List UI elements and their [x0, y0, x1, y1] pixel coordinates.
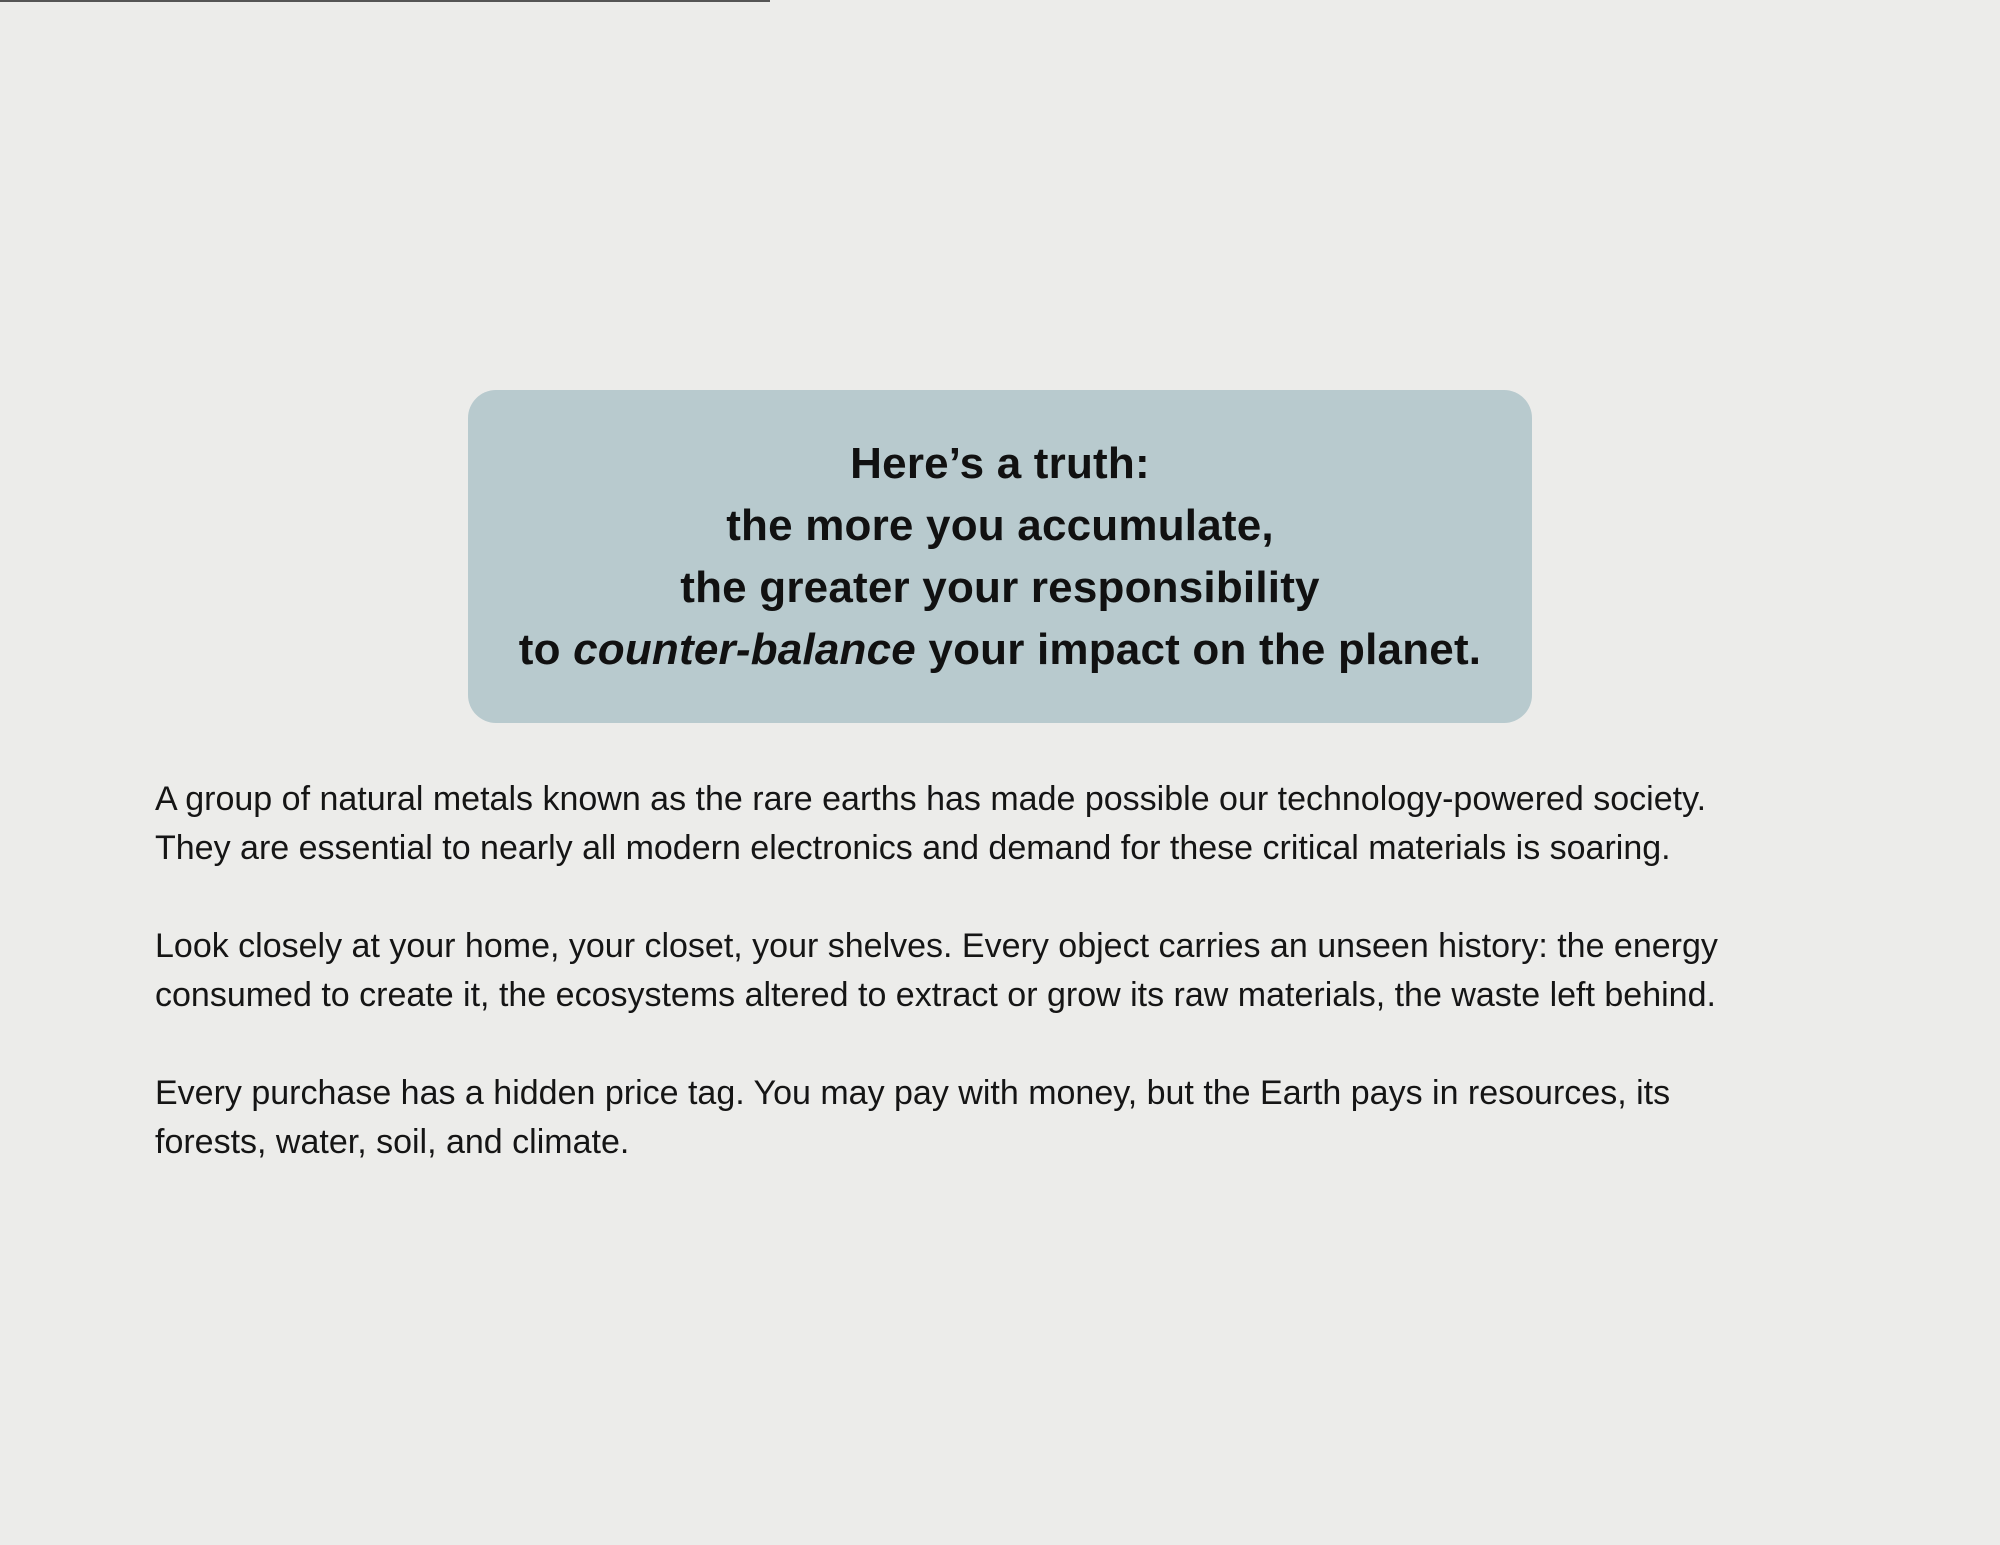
- callout-line-1: Here’s a truth:: [850, 438, 1150, 488]
- paragraph-line: Look closely at your home, your closet, your shelves. Every object carries an unseen history: the energy: [155, 927, 1718, 965]
- paragraph-line: They are essential to nearly all modern electronics and demand for these critical materials is soaring.: [155, 829, 1671, 867]
- paragraph-object-history: [155, 922, 1875, 1020]
- paragraph-line: consumed to create it, the ecosystems altered to extract or grow its raw materials, the waste left behind.: [155, 976, 1716, 1014]
- callout-line-3: the greater your responsibility: [680, 562, 1320, 612]
- callout-line-2: the more you accumulate,: [726, 500, 1274, 550]
- callout-line-4-prefix: to: [518, 624, 574, 674]
- paragraph-hidden-price: [155, 1069, 1875, 1167]
- body-text: [155, 775, 1875, 1216]
- callout-line-4: [519, 619, 1481, 681]
- paragraph-line: A group of natural metals known as the rare earths has made possible our technology-powered society.: [155, 780, 1707, 818]
- callout-line-4-suffix: your impact on the planet.: [915, 624, 1482, 674]
- callout-emphasis: counter-balance: [573, 624, 916, 674]
- paragraph-line: forests, water, soil, and climate.: [155, 1123, 630, 1161]
- paragraph-rare-earths: [155, 775, 1875, 873]
- top-divider-rule: [0, 0, 770, 2]
- paragraph-line: Every purchase has a hidden price tag. You may pay with money, but the Earth pays in resources, its: [155, 1074, 1671, 1112]
- quote-callout-box: [468, 390, 1532, 723]
